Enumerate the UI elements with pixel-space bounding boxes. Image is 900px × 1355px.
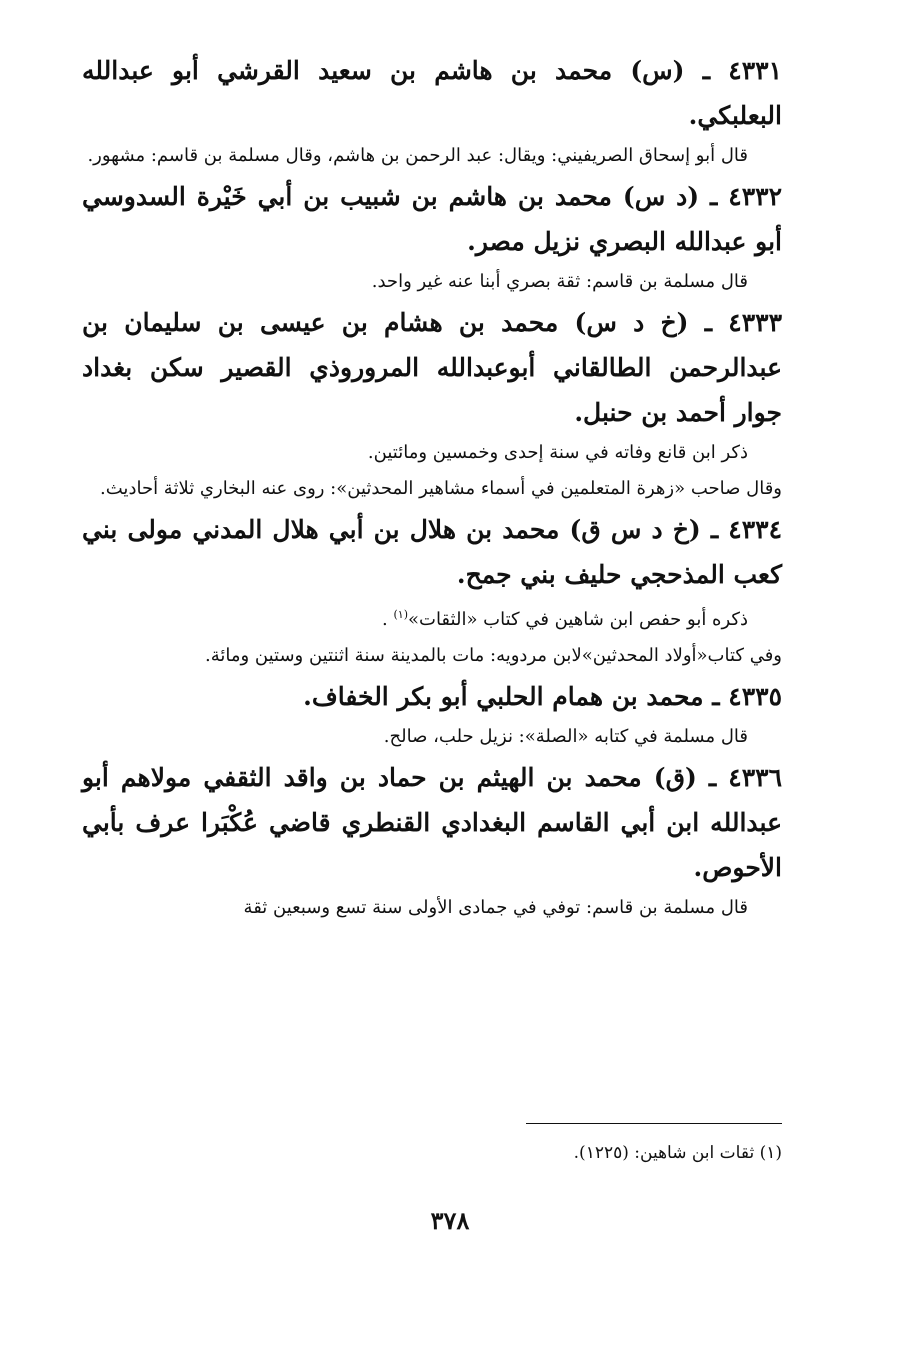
entry-4331 bbox=[82, 48, 782, 174]
entry-heading: ٤٣٣١ ـ (س) محمد بن هاشم بن سعيد القرشي أبو عبدالله البعلبكي. bbox=[82, 56, 782, 130]
entry-note-text: ذكره أبو حفص ابن شاهين في كتاب «الثقات» bbox=[407, 609, 748, 630]
entry-4336 bbox=[82, 755, 782, 926]
entry-note: وقال صاحب «زهرة المتعلمين في أسماء مشاهير المحدثين»: روى عنه البخاري ثلاثة أحاديث. bbox=[100, 478, 782, 499]
entry-note: وفي كتاب«أولاد المحدثين»لابن مردويه: مات بالمدينة سنة اثنتين وستين ومائة. bbox=[204, 645, 782, 666]
entry-note: قال مسلمة في كتابه «الصلة»: نزيل حلب، صالح. bbox=[383, 726, 748, 747]
footnote-marker[interactable]: (١) bbox=[393, 608, 408, 621]
entry-heading: ٤٣٣٤ ـ (خ د س ق) محمد بن هلال بن أبي هلال المدني مولى بني كعب المذحجي حليف بني جمح. bbox=[82, 515, 782, 589]
entry-note-with-footnote: ذكره أبو حفص ابن شاهين في كتاب «الثقات»$^{(١)}$ . bbox=[382, 608, 748, 630]
entry-note: ذكر ابن قانع وفاته في سنة إحدى وخمسين ومائتين. bbox=[367, 442, 748, 463]
entry-note: قال أبو إسحاق الصريفيني: ويقال: عبد الرحمن بن هاشم، وقال مسلمة بن قاسم: مشهور. bbox=[87, 145, 748, 166]
entry-heading: ٤٣٣٣ ـ (خ د س) محمد بن هشام بن عيسى بن سليمان بن عبدالرحمن الطالقاني أبوعبدالله المروروذي القصير سكن بغداد جوار أحمد بن حنبل. bbox=[82, 308, 782, 427]
entry-heading: ٤٣٣٦ ـ (ق) محمد بن الهيثم بن حماد بن واقد الثقفي مولاهم أبو عبدالله ابن أبي القاسم البغدادي القنطري قاضي عُكْبَرا عرف بأبي الأحوص. bbox=[82, 763, 782, 882]
footnote-divider bbox=[526, 1123, 782, 1124]
entry-4332 bbox=[82, 174, 782, 300]
entry-4333 bbox=[82, 300, 782, 507]
entry-note: قال مسلمة بن قاسم: ثقة بصري أبنا عنه غير واحد. bbox=[371, 271, 748, 292]
entry-note: قال مسلمة بن قاسم: توفي في جمادى الأولى سنة تسع وسبعين ثقة bbox=[243, 897, 748, 918]
entry-4334 bbox=[82, 507, 782, 674]
entry-heading: ٤٣٣٢ ـ (د س) محمد بن هاشم بن شبيب بن أبي خَيْرة السدوسي أبو عبدالله البصري نزيل مصر. bbox=[82, 182, 782, 256]
footnote: (١) ثقات ابن شاهين: (١٢٢٥). bbox=[573, 1143, 782, 1163]
entry-heading: ٤٣٣٥ ـ محمد بن همام الحلبي أبو بكر الخفاف. bbox=[303, 682, 782, 711]
main-text bbox=[82, 48, 782, 926]
page-number: ٣٧٨ bbox=[430, 1206, 470, 1235]
entry-4335 bbox=[82, 674, 782, 755]
